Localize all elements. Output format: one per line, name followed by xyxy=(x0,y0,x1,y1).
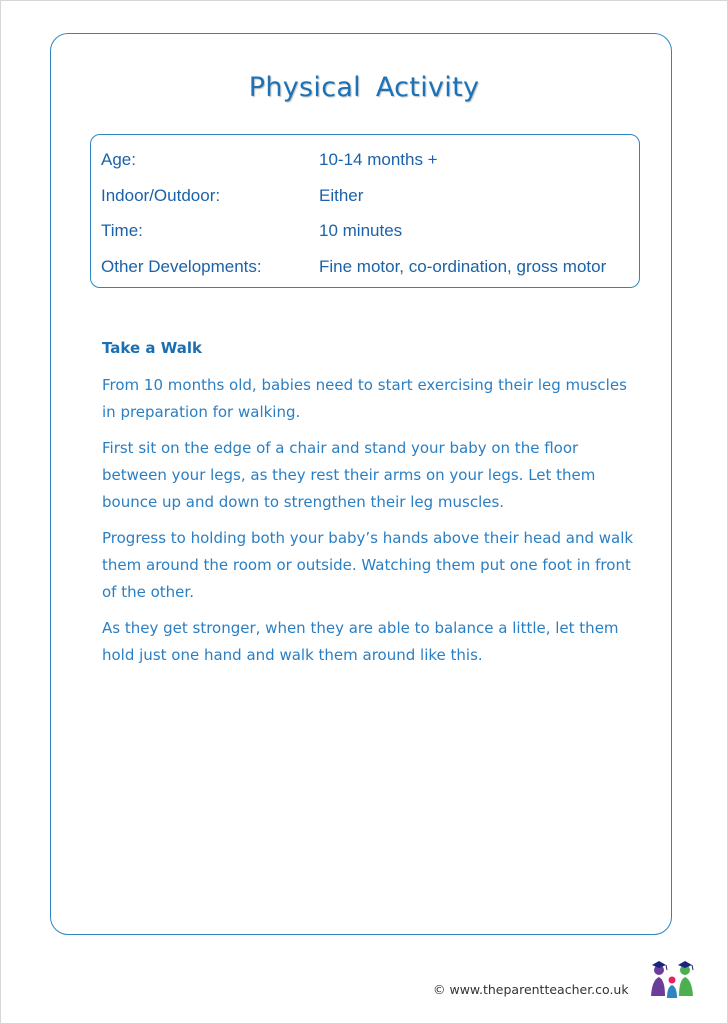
paragraph: As they get stronger, when they are able to balance a little, let them hold just one hand and walk them around like this. xyxy=(102,619,619,664)
info-label: Indoor/Outdoor: xyxy=(101,186,221,205)
paragraph: First sit on the edge of a chair and stand your baby on the floor between your legs, as they rest their arms on your legs. Let them bounce up and down to strengthen their leg muscles. xyxy=(102,439,596,511)
info-box xyxy=(90,134,640,288)
activity-content xyxy=(102,336,642,678)
info-label: Time: xyxy=(101,221,143,240)
paragraph: From 10 months old, babies need to start exercising their leg muscles in preparation for walking. xyxy=(102,376,627,421)
info-value: 10 minutes xyxy=(319,221,403,240)
info-label: Other Developments: xyxy=(101,257,262,276)
paragraph: Progress to holding both your baby’s hands above their head and walk them around the room or outside. Watching them put one foot in front of the other. xyxy=(102,529,634,601)
info-label: Age: xyxy=(101,150,136,169)
section-heading: Take a Walk xyxy=(102,339,202,357)
info-value: 10-14 months + xyxy=(319,150,438,169)
page-title: Physical Activity xyxy=(248,72,480,103)
footer-copyright: © www.theparentteacher.co.uk xyxy=(433,982,629,997)
parent-teacher-logo-icon xyxy=(646,956,698,1002)
info-value: Fine motor, co-ordination, gross motor xyxy=(319,257,607,276)
info-value: Either xyxy=(319,186,364,205)
